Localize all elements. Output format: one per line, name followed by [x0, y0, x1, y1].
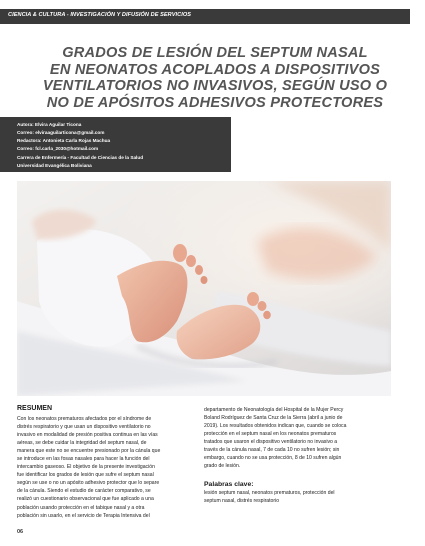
abstract-line: invasivo en modalidad de presión positiva continua en las vías	[17, 432, 158, 439]
abstract-line: realizó un cuestionario observacional que fue aplicado a una	[17, 496, 154, 503]
abstract-line: manera que este no se encuentre presionado por la cánula que	[17, 448, 161, 455]
abstract-line: aéreas, se debe cuidar la integridad del septum nasal, de	[17, 440, 147, 447]
title-line: GRADOS DE LESIÓN DEL SEPTUM NASAL	[62, 45, 368, 61]
keywords-heading: Palabras clave:	[204, 481, 254, 488]
abstract-line: fue identificar los grados de lesión que sufre el septum nasal	[17, 472, 154, 479]
keywords-text	[204, 489, 390, 505]
keywords-line: lesión septum nasal, neonatos prematuros, protección del	[204, 490, 335, 496]
newborn-feet-photo	[17, 181, 391, 396]
editor-email: Correo: fcl.carla_2030@hotmail.com	[17, 146, 99, 151]
page-number: 06	[17, 529, 24, 535]
abstract-line: distrés respiratorio y que usan un dispositivo ventilatorio no	[17, 424, 151, 431]
abstract-right-column	[204, 406, 390, 470]
article-title	[20, 45, 410, 111]
abstract-line: intercambio gaseoso. El objetivo de la presente investigación	[17, 464, 155, 471]
editor-name: Redactora: Antonieta Carla Rojas Machua	[17, 138, 111, 143]
author-name: Autora: Elvira Aguilar Ticona	[17, 122, 82, 127]
abstract-line: de la cánula. Siendo el estudio de carácter comparativo, se	[17, 488, 151, 495]
abstract-line: 2019). Los resultados obtenidos indican que, cuando se coloca	[204, 423, 347, 430]
abstract-line: población sin usarlo, en el servicio de Terapia Intensiva del	[17, 512, 150, 519]
section-label: CIENCIA & CULTURA - INVESTIGACIÓN Y DIFUSIÓN DE SERVICIOS	[8, 12, 192, 18]
abstract-line: protección en el septum nasal en los neonatos prematuros	[204, 431, 337, 438]
title-line: EN NEONATOS ACOPLADOS A DISPOSITIVOS	[49, 61, 381, 78]
abstract-line: grado de lesión.	[204, 463, 241, 470]
abstract-line: tratados que usaron el dispositivo ventilatorio no invasivo a	[204, 439, 338, 446]
title-line: VENTILATORIOS NO INVASIVOS, SEGÚN USO O	[42, 78, 388, 95]
title-line: NO DE APÓSITOS ADHESIVOS PROTECTORES	[46, 94, 384, 111]
abstract-line: departamento de Neonatología del Hospital de la Mujer Percy	[204, 407, 344, 413]
abstract-heading: RESUMEN	[17, 405, 53, 412]
abstract-line: Boland Rodríguez de Santa Cruz de la Sierra (abril a junio de	[204, 415, 343, 422]
keywords-line: septum nasal, distrés respiratorio	[204, 498, 280, 505]
abstract-line: según se use o no un apósito adhesivo protector que lo separe	[17, 480, 160, 487]
abstract-line: embargo, cuando no se usa protección, 8 de 10 sufren algún	[204, 455, 342, 462]
abstract-line: Con los neonatos prematuros afectados por el síndrome de	[17, 416, 152, 422]
faculty-name: Carrera de Enfermería - Facultad de Ciencias de la Salud	[17, 155, 144, 160]
section-header-bar	[0, 9, 410, 24]
abstract-line: se introduce en las fosas nasales para hacer la función del	[17, 456, 150, 463]
abstract-line: través de la cánula nasal, 7 de cada 10 no sufren lesión; sin	[204, 447, 340, 454]
abstract-left-column	[17, 415, 197, 520]
university-name: Universidad Evangélica Boliviana	[17, 163, 92, 168]
abstract-line: población usando protección en el tabique nasal y a otra	[17, 504, 145, 511]
author-info-box	[0, 117, 231, 172]
author-email: Correo: elviraaguilarticona@gmail.com	[17, 130, 105, 135]
top-margin	[0, 0, 425, 9]
